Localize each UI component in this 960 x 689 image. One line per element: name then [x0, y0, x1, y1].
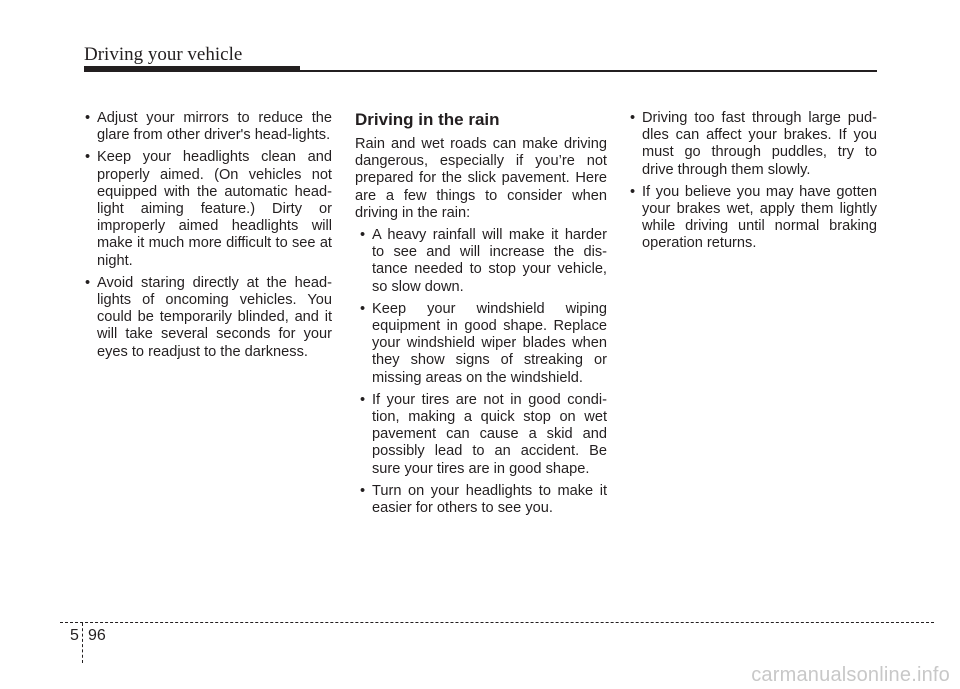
bullet-item: • If your tires are not in good condi-tion, making a quick stop on wet pavement can cause a skid and possibly lead to an accident. Be sure your tires are in good shape. [355, 392, 607, 478]
column-3 [625, 110, 877, 258]
bullet-item: • Turn on your headlights to make it easier for others to see you. [355, 483, 607, 517]
header-rule-thick [84, 66, 300, 72]
page-number: 96 [88, 627, 106, 644]
column-1 [80, 110, 332, 366]
bullet-item: • If you believe you may have gotten your brakes wet, apply them lightly while driving until normal braking operation returns. [625, 184, 877, 253]
chapter-number: 5 [70, 627, 79, 644]
header-rule-thin [300, 70, 877, 72]
section-intro: Rain and wet roads can make driving dangerous, especially if you’re not prepared for the slick pavement. Here are a few things to consider when driving in the rain: [355, 136, 607, 221]
bullet-item: • Avoid staring directly at the head-lights of oncoming vehicles. You could be temporarily blinded, and it will take several seconds for your eyes to readjust to the darkness. [80, 275, 332, 361]
footer-divider [60, 622, 934, 623]
section-heading: Driving in the rain [355, 110, 500, 129]
watermark-logo: carmanualsonline.info [751, 664, 950, 686]
bullet-item: • Keep your headlights clean and properly aimed. (On vehicles not equipped with the automatic head-light aiming feature.) Dirty or improperly aimed headlights will make it much more difficult to see at night. [80, 149, 332, 269]
footer-vertical-divider [82, 623, 83, 663]
column-2 [355, 110, 607, 522]
bullet-item: • Keep your windshield wiping equipment in good shape. Replace your windshield wiper blades when they show signs of streaking or missing areas on the windshield. [355, 301, 607, 387]
bullet-item: • Adjust your mirrors to reduce the glare from other driver's head-lights. [80, 110, 332, 144]
bullet-item: • A heavy rainfall will make it harder to see and will increase the dis-tance needed to stop your vehicle, so slow down. [355, 227, 607, 296]
bullet-item: • Driving too fast through large pud-dles can affect your brakes. If you must go through puddles, try to drive through them slowly. [625, 110, 877, 179]
page-header-title: Driving your vehicle [84, 44, 243, 65]
